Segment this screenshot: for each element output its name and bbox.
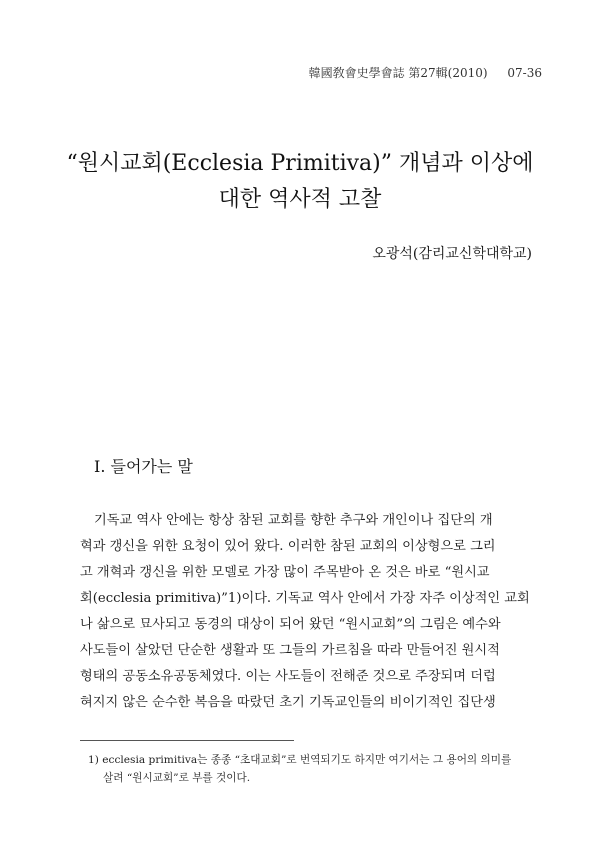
title-line-2: 대한 역사적 고찰 <box>218 187 382 212</box>
page-range: 07-36 <box>507 66 542 80</box>
body-paragraph <box>80 508 530 716</box>
body-line: 나 삶으로 묘사되고 동경의 대상이 되어 왔던 “원시교회”의 그림은 예수와 <box>80 617 501 632</box>
body-line: 사도들이 살았던 단순한 생활과 또 그들의 가르침을 따라 만들어진 원시적 <box>80 643 500 658</box>
footnote <box>88 751 522 787</box>
author-affiliation: 오광석(감리교신학대학교) <box>372 246 532 262</box>
footnote-divider <box>80 740 294 741</box>
journal-name: 韓國敎會史學會誌 第27輯(2010) <box>308 66 488 80</box>
body-line: 고 개혁과 갱신을 위한 모델로 가장 많이 주목받아 온 것은 바로 “원시교 <box>80 565 490 580</box>
body-line: 형태의 공동소유공동체였다. 이는 사도들이 전해준 것으로 주장되며 더럽 <box>80 669 496 684</box>
footnote-line-1: 1) ecclesia primitiva는 종종 “초대교회”로 번역되기도 하지만 여기서는 그 용어의 의미를 <box>88 754 512 766</box>
title-line-1: “원시교회(Ecclesia Primitiva)” 개념과 이상에 <box>66 151 534 176</box>
section-heading: Ⅰ. 들어가는 말 <box>94 457 193 476</box>
paper-title <box>40 146 560 218</box>
body-line: 회(ecclesia primitiva)”1)이다. 기독교 역사 안에서 가장 자주 이상적인 교회 <box>80 591 530 606</box>
body-line: 혀지지 않은 순수한 복음을 따랐던 초기 기독교인들의 비이기적인 집단생 <box>80 695 496 710</box>
footnote-line-2: 살려 “원시교회”로 부를 것이다. <box>103 772 251 784</box>
running-header <box>309 64 542 81</box>
body-line: 혁과 갱신을 위한 요청이 있어 왔다. 이러한 참된 교회의 이상형으로 그리 <box>80 539 496 554</box>
body-line: 기독교 역사 안에는 항상 참된 교회를 향한 추구와 개인이나 집단의 개 <box>94 513 493 528</box>
